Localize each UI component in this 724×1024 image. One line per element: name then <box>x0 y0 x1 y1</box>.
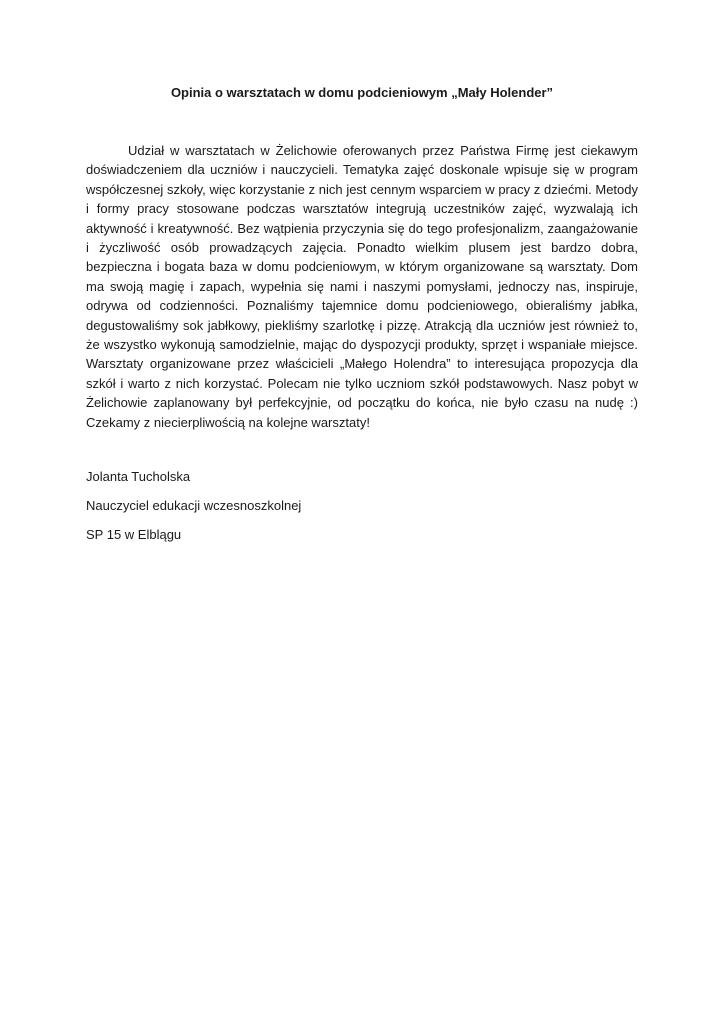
signature-role: Nauczyciel edukacji wczesnoszkolnej <box>86 498 302 513</box>
signature-school: SP 15 w Elblągu <box>86 527 182 542</box>
document-title: Opinia o warsztatach w domu podcieniowym „Mały Holender” <box>170 85 554 100</box>
signature-name: Jolanta Tucholska <box>86 469 191 484</box>
body-paragraph: Udział w warsztatach w Żelichowie oferowanych przez Państwa Firmę jest ciekawym doświadczeniem dla uczniów i nauczycieli. Tematyka zajęć doskonale wpisuje się w program współczesnej szkoły, więc korzystanie z nich jest cennym wsparciem w pracy z dziećmi. Metody i formy pracy stosowane podczas warsztatów integrują uczestników zajęć, wyzwalają ich aktywność i kreatywność. Bez wątpienia przyczynia się do tego profesjonalizm, zaangażowanie i życzliwość osób prowadzących zajęcia. Ponadto wielkim plusem jest bardzo dobra, bezpieczna i bogata baza w domu podcieniowym, w którym organizowane są warsztaty. Dom ma swoją magię i zapach, wypełnia się nami i naszymi pomysłami, jednoczy nas, inspiruje, odrywa od codzienności. Poznaliśmy tajemnice domu podcieniowego, obieraliśmy jabłka, degustowaliśmy sok jabłkowy, piekliśmy szarlotkę i pizzę. Atrakcją dla uczniów jest również to, że wszystko wykonują samodzielnie, mając do dyspozycji produkty, sprzęt i wspaniałe miejsce. Warsztaty organizowane przez właścicieli „Małego Holendra” to interesująca propozycja dla szkół i warto z nich korzystać. Polecam nie tylko uczniom szkół podstawowych. Nasz pobyt w Żelichowie zaplanowany był perfekcyjnie, od początku do końca, nie było czasu na nudę :) Czekamy z niecierpliwością na kolejne warsztaty! <box>86 143 638 430</box>
